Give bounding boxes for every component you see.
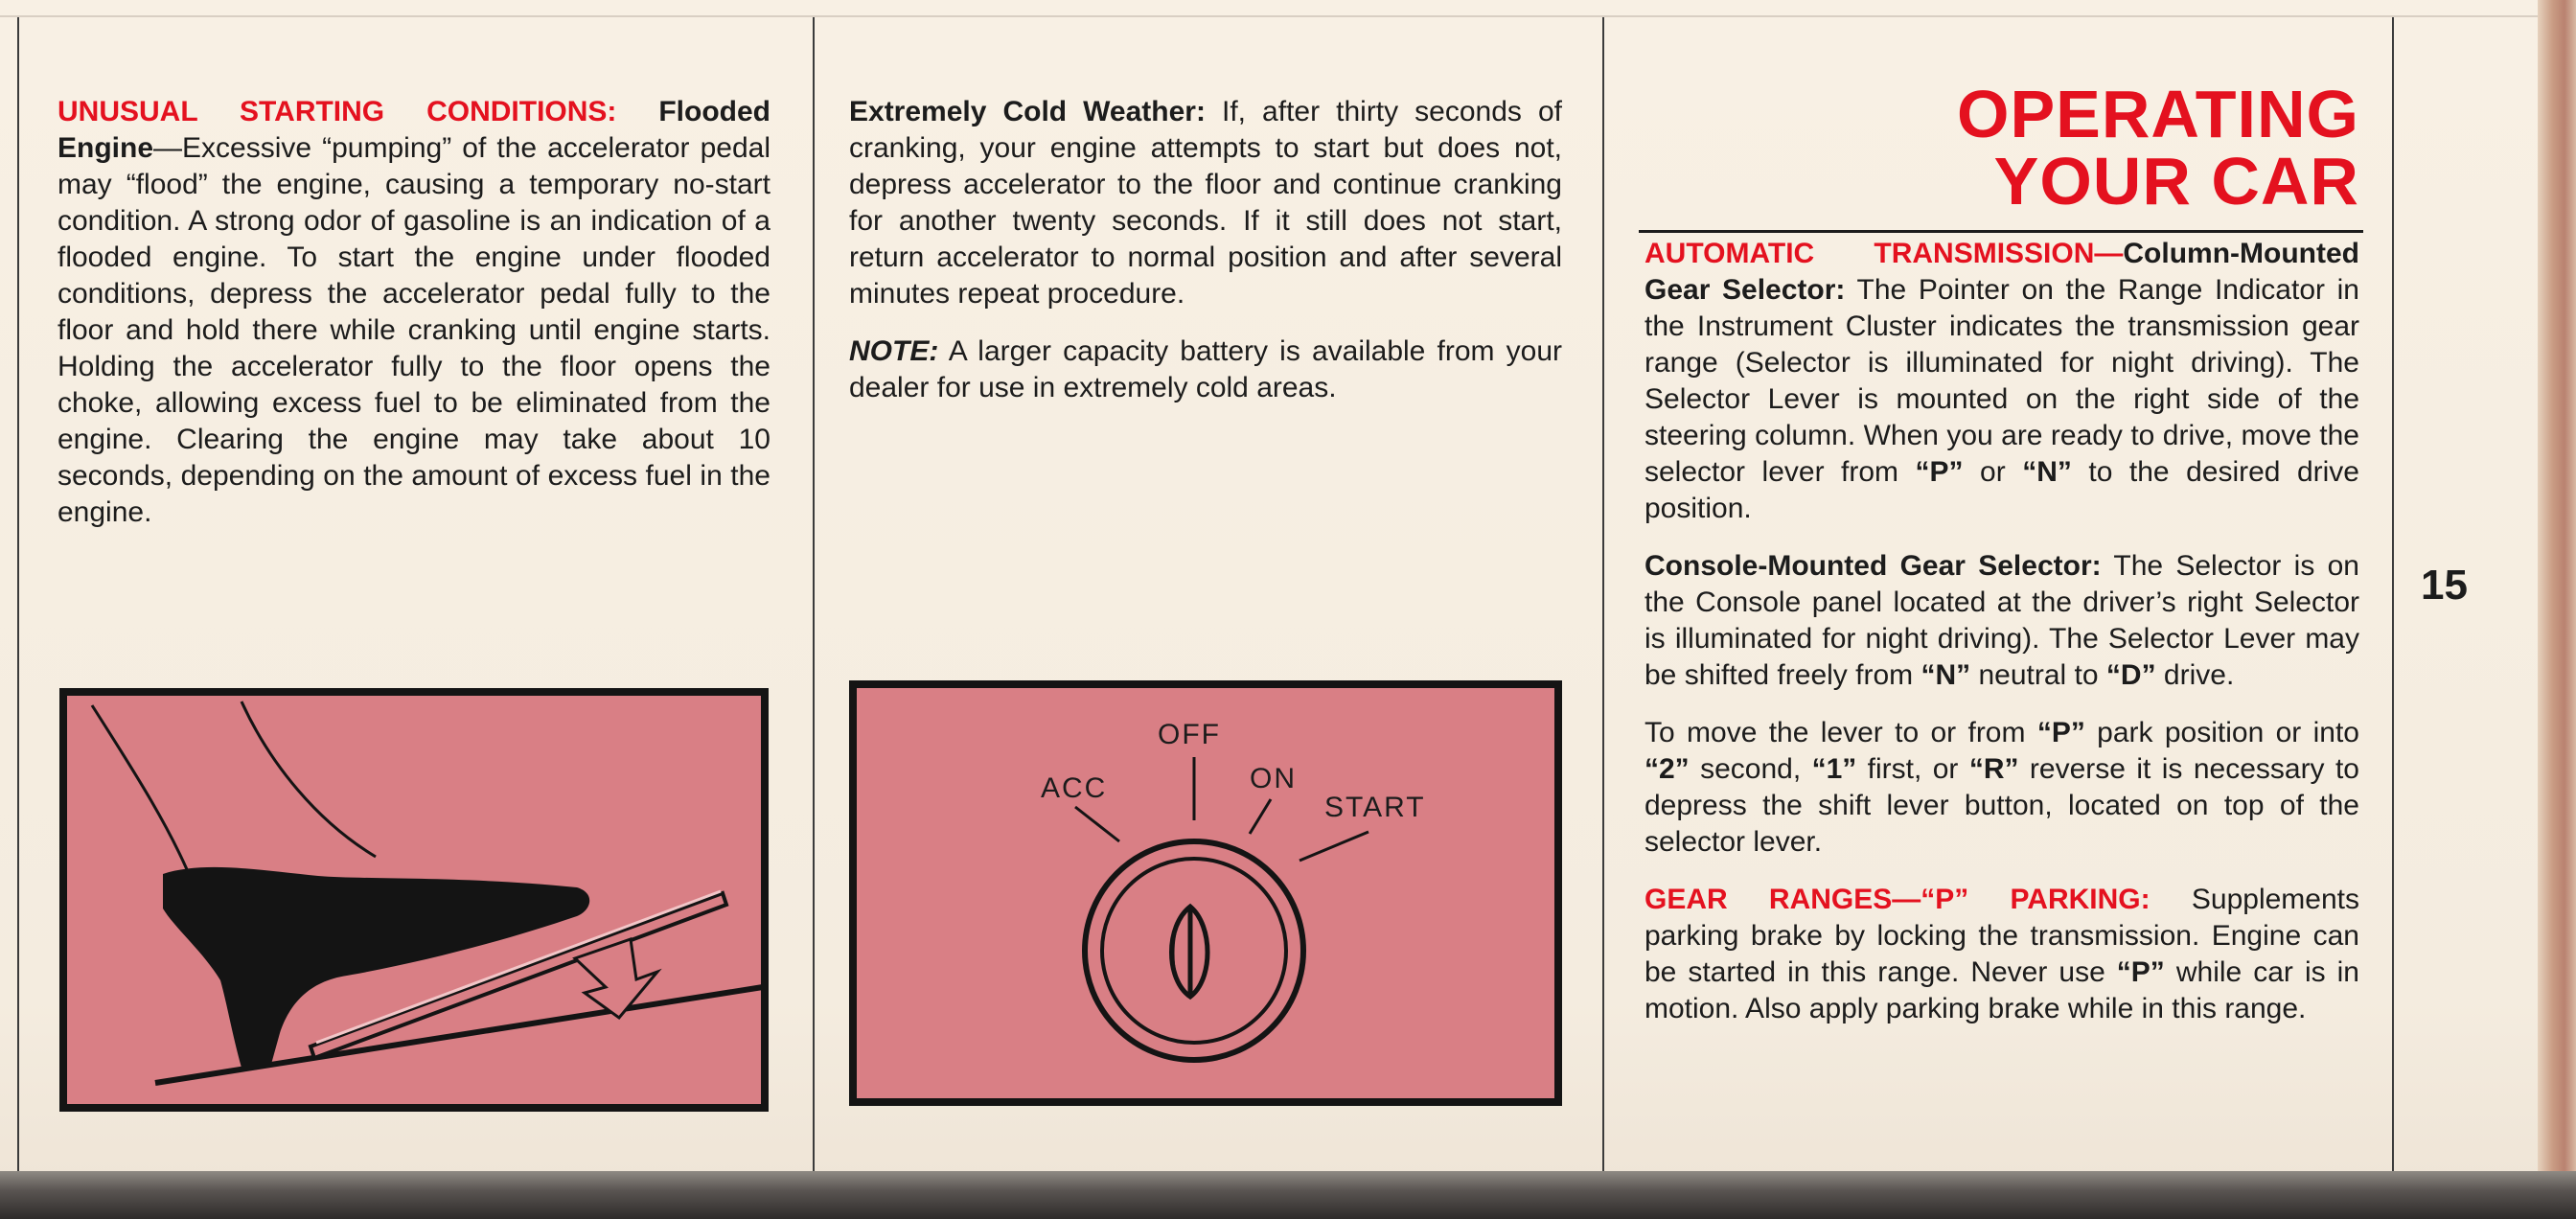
margin-divider (2392, 17, 2394, 1171)
column-2-text (849, 94, 1562, 427)
note-body: A larger capacity battery is available from your dealer for use in extremely cold areas. (849, 335, 1562, 403)
move-text-c: second, (1689, 753, 1812, 785)
gear-d: “D” (2105, 659, 2156, 691)
gear-p: “P” (2116, 956, 2165, 988)
cold-weather-paragraph (849, 94, 1562, 312)
move-text-a: To move the lever to or from (1644, 717, 2037, 748)
flooded-engine-subheading: Flooded Engine (58, 96, 770, 164)
on-label: ON (1250, 763, 1297, 794)
cold-weather-body: If, after thirty seconds of cranking, your engine attempts to start but does not, depress accelerator to the floor and continue cranking for another twenty seconds. If it still does not start, return accelerator to normal position and after several minutes repeat procedure. (849, 96, 1562, 310)
gear-ranges-paragraph (1644, 882, 2359, 1027)
battery-note-paragraph (849, 334, 1562, 406)
gear-ranges-end: while car is in motion. Also apply parking brake while in this range. (1644, 956, 2359, 1024)
column-3-text (1644, 236, 2359, 1048)
gear-r: “R” (1968, 753, 2019, 785)
left-border (17, 17, 19, 1171)
move-text-d: first, or (1856, 753, 1969, 785)
section-title-line-1: OPERATING (1957, 77, 2359, 151)
automatic-transmission-paragraph (1644, 236, 2359, 527)
gear-n: “N” (1920, 659, 1971, 691)
section-title (1957, 77, 2359, 218)
note-heading: NOTE: (849, 335, 939, 367)
column-divider-2 (1602, 17, 1604, 1171)
page-edge-stack (2538, 0, 2576, 1179)
move-lever-paragraph (1644, 715, 2359, 861)
console-mounted-body: The Selector is on the Console panel located at the driver’s right Selector is illuminated for night driving). The Selector Lever may be shifted freely from (1644, 550, 2359, 691)
gear-1: “1” (1811, 753, 1857, 785)
text-neutral-to: neutral to (1970, 659, 2106, 691)
title-underline (1639, 230, 2363, 233)
top-edge (0, 15, 2538, 17)
start-label: START (1324, 792, 1426, 823)
column-mounted-end: to the desired drive position. (1644, 456, 2359, 524)
unusual-starting-heading: UNUSUAL STARTING CONDITIONS: (58, 96, 617, 127)
flooded-engine-body: —Excessive “pumping” of the accelerator pedal may “flood” the engine, causing a temporary no-start condition. A strong odor of gasoline is an indication of a flooded engine. To start the engine under flooded conditions, depress the accelerator pedal fully to the floor and hold there while cranking until engine starts. Holding the accelerator fully to the floor opens the choke, allowing excess fuel to be eliminated from the engine. Clearing the engine may take about 10 seconds, depending on the amount of excess fuel in the engine. (58, 132, 770, 528)
page-bottom-shadow (0, 1171, 2576, 1219)
ignition-switch-illustration (849, 680, 1562, 1106)
text-or: or (1963, 456, 2023, 488)
console-mounted-heading: Console-Mounted Gear Selector: (1644, 550, 2102, 582)
move-text-e: reverse it is necessary to depress the shift lever button, located on top of the selector lever. (1644, 753, 2359, 858)
cold-weather-heading: Extremely Cold Weather: (849, 96, 1206, 127)
accelerator-pedal-illustration (59, 688, 769, 1112)
gear-ranges-body: Supplements parking brake by locking the transmission. Engine can be started in this range. Never use (1644, 884, 2359, 988)
flooded-engine-paragraph (58, 94, 770, 531)
move-text-b: park position or into (2084, 717, 2359, 748)
column-divider-1 (813, 17, 815, 1171)
text-drive: drive. (2155, 659, 2235, 691)
column-mounted-subheading: Column-Mounted Gear Selector: (1644, 238, 2359, 306)
gear-p: “P” (1915, 456, 1964, 488)
section-title-line-2: YOUR CAR (1993, 144, 2359, 218)
automatic-transmission-heading: AUTOMATIC TRANSMISSION— (1644, 238, 2124, 269)
acc-label: ACC (1041, 772, 1108, 804)
page-number: 15 (2421, 562, 2468, 609)
gear-n: “N” (2022, 456, 2072, 488)
column-1-text (58, 94, 770, 552)
gear-ranges-heading: GEAR RANGES—“P” PARKING: (1644, 884, 2150, 915)
column-mounted-body: The Pointer on the Range Indicator in the Instrument Cluster indicates the transmission gear range (Selector is illuminated for night driving). The Selector Lever is mounted on the right side of the steering column. When you are ready to drive, move the selector lever from (1644, 274, 2359, 488)
off-label: OFF (1158, 719, 1221, 750)
console-mounted-paragraph (1644, 548, 2359, 694)
gear-p: “P” (2036, 717, 2085, 748)
gear-2: “2” (1644, 753, 1690, 785)
